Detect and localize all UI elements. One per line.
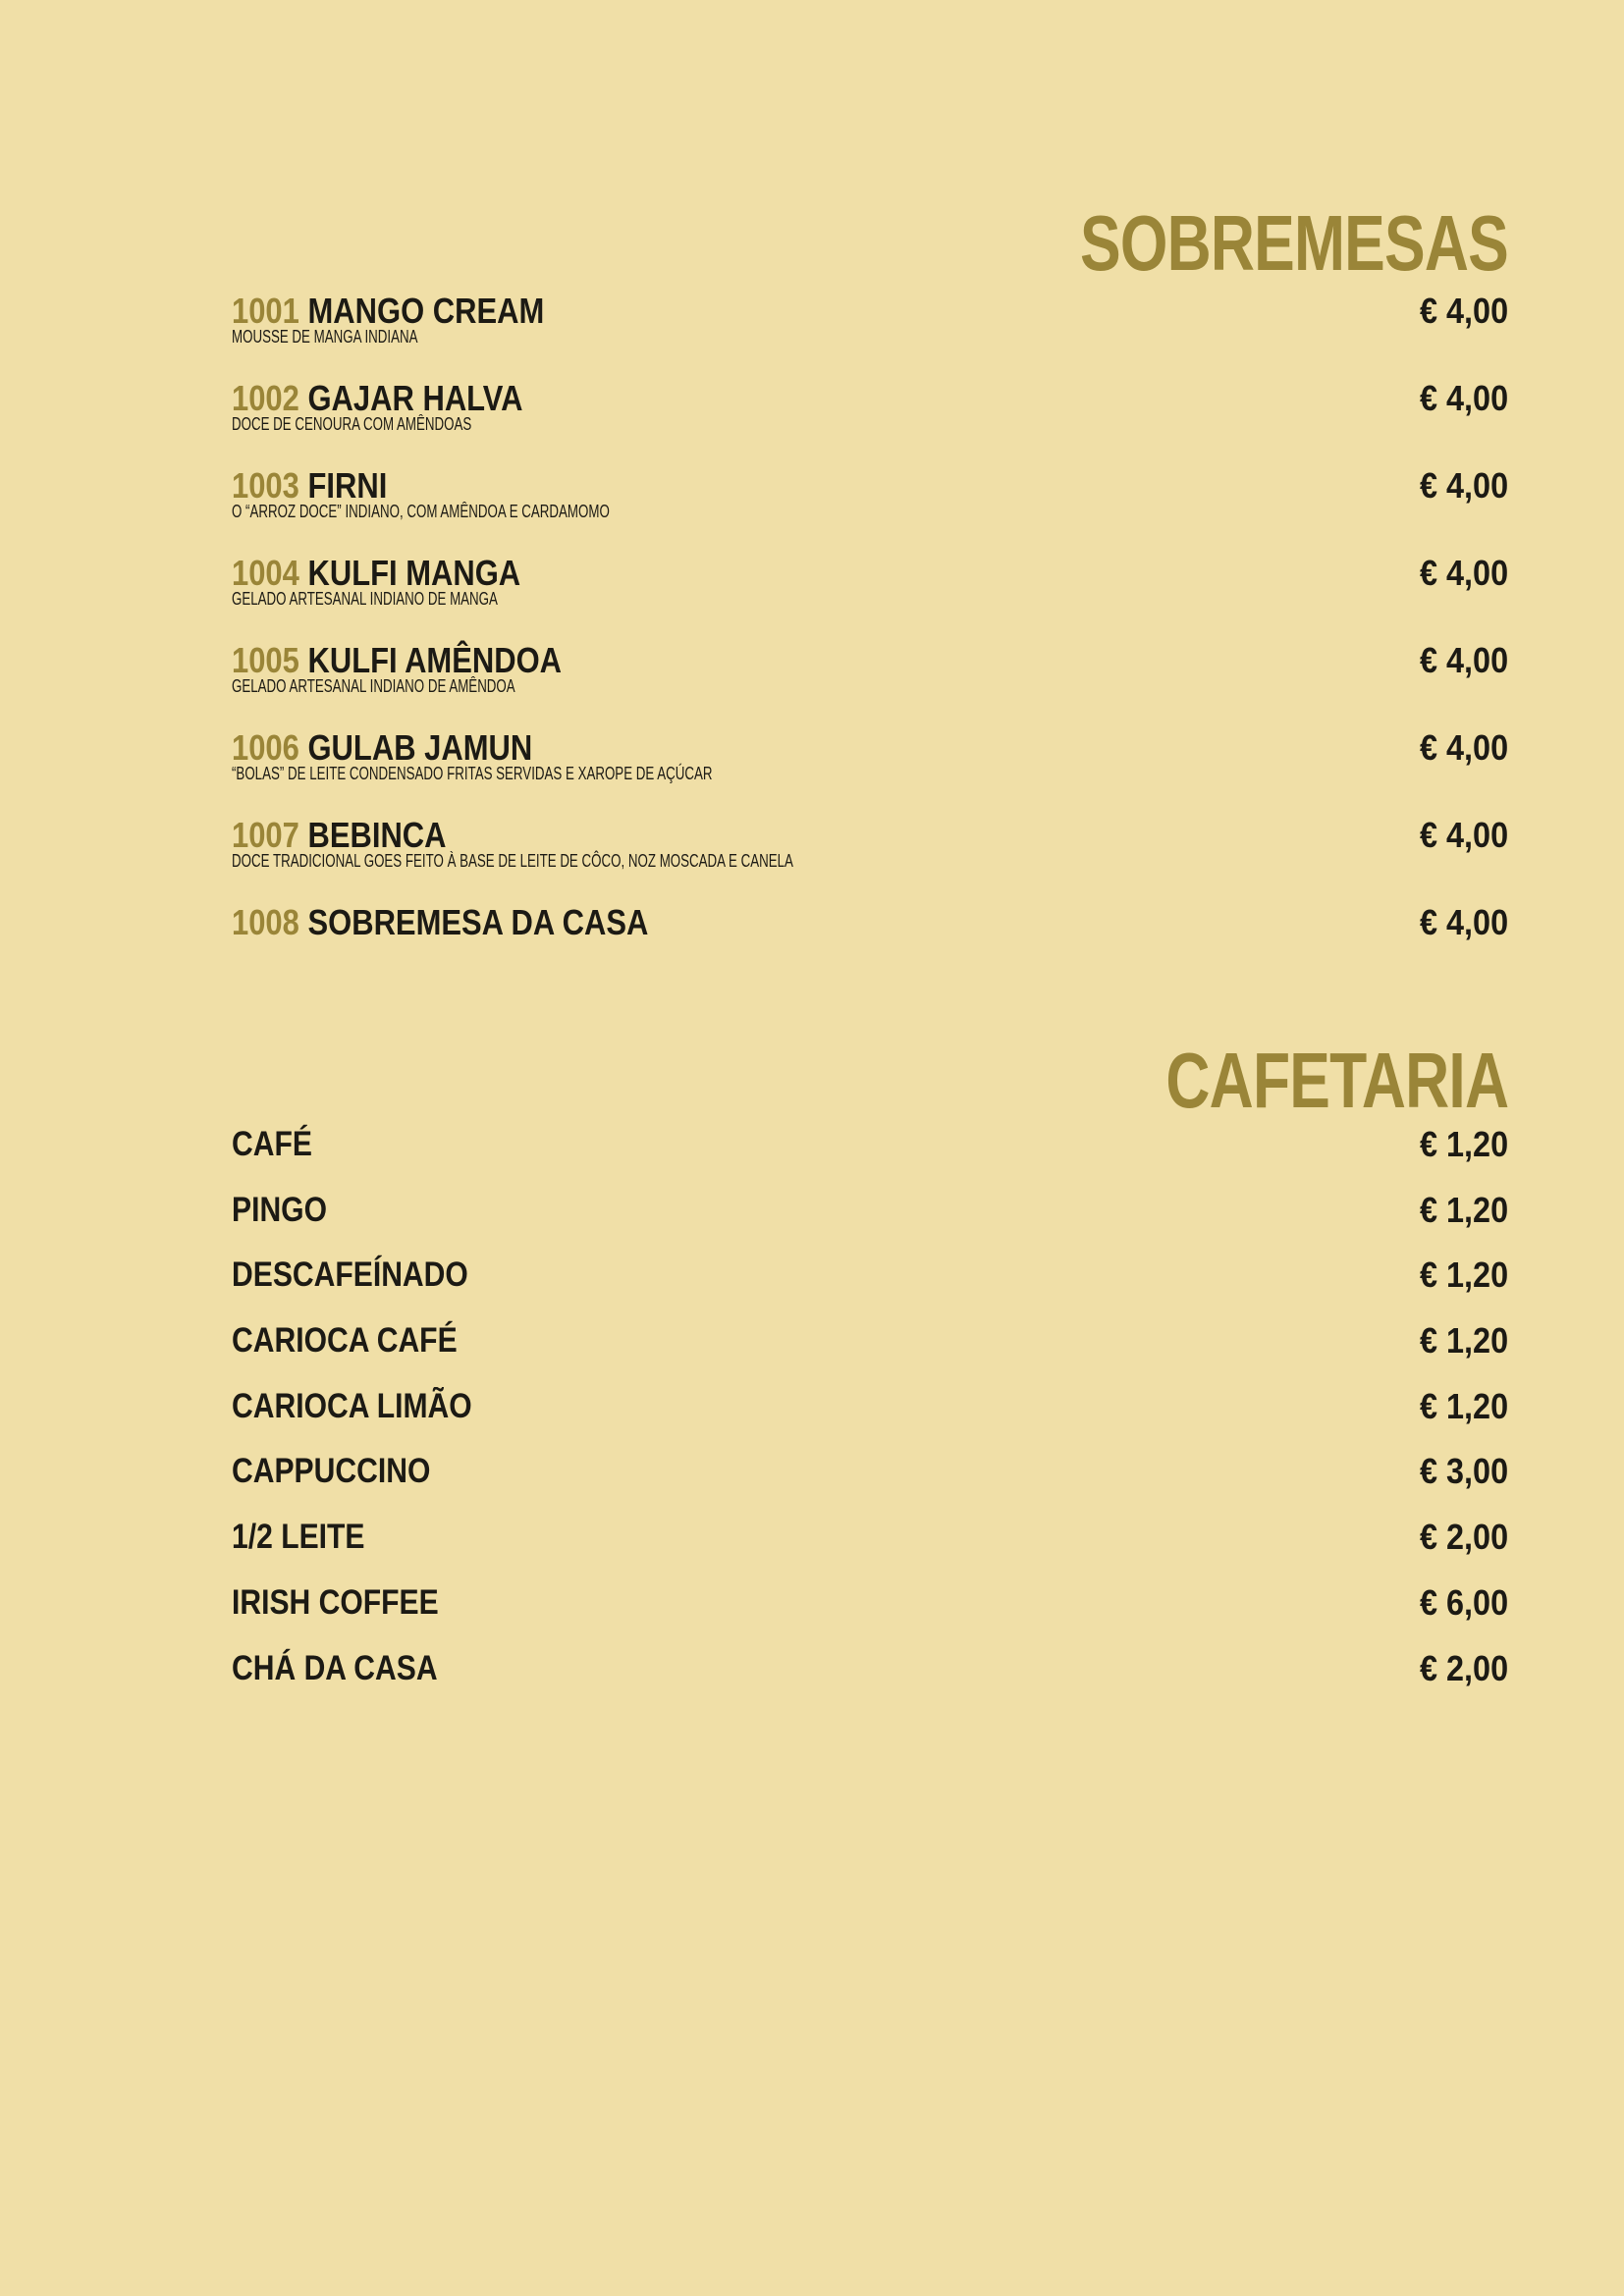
dessert-price: € 4,00 <box>1419 553 1508 593</box>
dessert-name-line <box>232 466 387 506</box>
sobremesas-list <box>232 288 1508 987</box>
coffee-price: € 1,20 <box>1419 1124 1508 1164</box>
dessert-description: GELADO ARTESANAL INDIANO DE MANGA <box>232 589 498 609</box>
dessert-price: € 4,00 <box>1419 378 1508 418</box>
dessert-name: KULFI AMÊNDOA <box>307 640 563 680</box>
dessert-price: € 4,00 <box>1419 727 1508 768</box>
coffee-price: € 1,20 <box>1419 1385 1508 1426</box>
dessert-item <box>232 899 1508 987</box>
coffee-item <box>232 1255 1508 1321</box>
dessert-name: FIRNI <box>307 465 388 506</box>
coffee-item <box>232 1321 1508 1387</box>
dessert-price: € 4,00 <box>1419 815 1508 855</box>
dessert-description: DOCE DE CENOURA COM AMÊNDOAS <box>232 414 472 434</box>
dessert-name: GULAB JAMUN <box>307 727 533 768</box>
dessert-price: € 4,00 <box>1419 902 1508 942</box>
coffee-name: CHÁ DA CASA <box>232 1648 438 1687</box>
coffee-name: CARIOCA CAFÉ <box>232 1321 458 1361</box>
dessert-code: 1008 <box>232 902 299 942</box>
coffee-price: € 3,00 <box>1419 1451 1508 1492</box>
dessert-name-line <box>232 903 648 942</box>
dessert-item <box>232 288 1508 375</box>
coffee-price: € 1,20 <box>1419 1255 1508 1296</box>
menu-page <box>232 0 1508 2296</box>
dessert-name: MANGO CREAM <box>307 291 545 331</box>
coffee-item <box>232 1125 1508 1191</box>
coffee-item <box>232 1649 1508 1715</box>
coffee-item <box>232 1452 1508 1518</box>
dessert-item <box>232 375 1508 462</box>
coffee-name: IRISH COFFEE <box>232 1582 439 1622</box>
coffee-name: CARIOCA LIMÃO <box>232 1386 472 1425</box>
coffee-price: € 2,00 <box>1419 1647 1508 1688</box>
cafetaria-title: CAFETARIA <box>1165 1037 1508 1124</box>
dessert-item <box>232 812 1508 899</box>
dessert-name-line <box>232 816 447 855</box>
coffee-item <box>232 1387 1508 1453</box>
dessert-name-line <box>232 728 532 768</box>
cafetaria-list <box>232 1125 1508 1714</box>
coffee-item <box>232 1191 1508 1256</box>
dessert-item <box>232 462 1508 550</box>
dessert-item <box>232 724 1508 812</box>
coffee-name: CAPPUCCINO <box>232 1452 431 1491</box>
dessert-description: “BOLAS” DE LEITE CONDENSADO FRITAS SERVIDAS E XAROPE DE AÇÚCAR <box>232 764 713 783</box>
dessert-name: SOBREMESA DA CASA <box>307 902 649 942</box>
coffee-item <box>232 1583 1508 1649</box>
dessert-price: € 4,00 <box>1419 640 1508 680</box>
coffee-price: € 1,20 <box>1419 1189 1508 1230</box>
dessert-name: KULFI MANGA <box>307 553 521 593</box>
dessert-code: 1005 <box>232 640 299 680</box>
dessert-name-line <box>232 292 544 331</box>
dessert-name: BEBINCA <box>307 815 447 855</box>
dessert-name-line <box>232 641 562 680</box>
dessert-name-line <box>232 379 522 418</box>
dessert-description: O “ARROZ DOCE” INDIANO, COM AMÊNDOA E CARDAMOMO <box>232 502 610 521</box>
dessert-description: DOCE TRADICIONAL GOES FEITO À BASE DE LEITE DE CÔCO, NOZ MOSCADA E CANELA <box>232 851 793 871</box>
coffee-item <box>232 1518 1508 1583</box>
dessert-code: 1001 <box>232 291 299 331</box>
coffee-price: € 2,00 <box>1419 1517 1508 1558</box>
coffee-name: DESCAFEÍNADO <box>232 1255 468 1295</box>
sobremesas-title: SOBREMESAS <box>1079 199 1508 287</box>
coffee-name: 1/2 LEITE <box>232 1518 365 1557</box>
dessert-price: € 4,00 <box>1419 465 1508 506</box>
dessert-name: GAJAR HALVA <box>307 378 523 418</box>
dessert-item <box>232 637 1508 724</box>
dessert-description: MOUSSE DE MANGA INDIANA <box>232 327 418 347</box>
dessert-code: 1002 <box>232 378 299 418</box>
dessert-item <box>232 550 1508 637</box>
dessert-code: 1004 <box>232 553 299 593</box>
dessert-code: 1003 <box>232 465 299 506</box>
coffee-name: PINGO <box>232 1190 328 1229</box>
coffee-price: € 1,20 <box>1419 1320 1508 1362</box>
dessert-price: € 4,00 <box>1419 291 1508 331</box>
dessert-name-line <box>232 554 520 593</box>
coffee-name: CAFÉ <box>232 1125 312 1163</box>
dessert-description: GELADO ARTESANAL INDIANO DE AMÊNDOA <box>232 676 515 696</box>
coffee-price: € 6,00 <box>1419 1581 1508 1623</box>
dessert-code: 1006 <box>232 727 299 768</box>
dessert-code: 1007 <box>232 815 299 855</box>
